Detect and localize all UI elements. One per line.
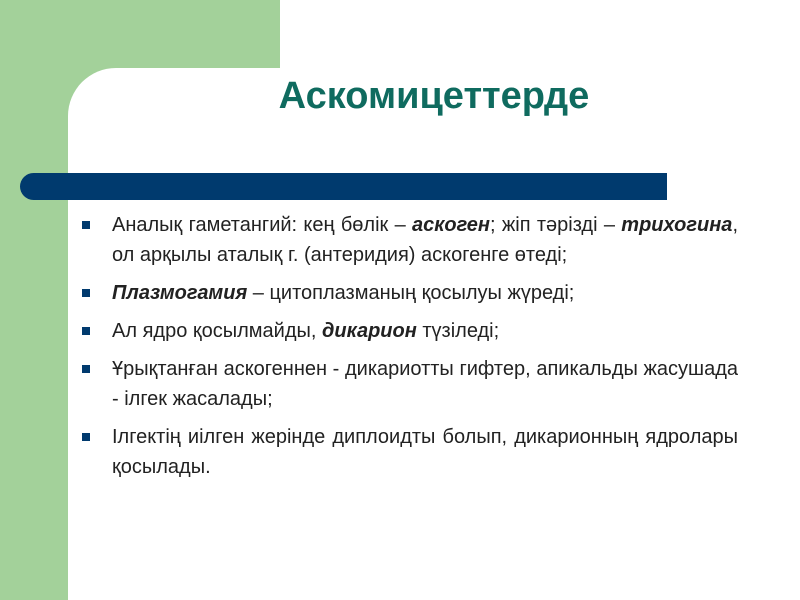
bullet-item-1: [80, 210, 738, 270]
keyword: дикарион: [322, 320, 417, 342]
decorative-title-rule: [20, 173, 667, 200]
bullet-text: Ал ядро қосылмайды,: [112, 320, 322, 342]
bullet-text: Ұрықтанған аскогеннен - дикариотты гифтер, апикальды жасушада - ілгек жасалады;: [112, 358, 738, 410]
bullet-text: Ілгектің иілген жерінде диплоидты болып, дикарионның ядролары қосылады.: [112, 426, 738, 478]
decorative-green-strip: [0, 0, 68, 600]
bullet-text: түзіледі;: [416, 320, 500, 342]
bullet-item-2: [80, 278, 738, 308]
bullet-list: [80, 210, 738, 482]
bullet-icon: [82, 221, 90, 229]
bullet-icon: [82, 327, 90, 335]
bullet-item-3: [80, 316, 738, 346]
bullet-text: – цитоплазманың қосылуы жүреді;: [247, 282, 575, 304]
bullet-text: Аналық гаметангий: кең бөлік –: [112, 214, 413, 236]
bullet-icon: [82, 433, 90, 441]
bullet-item-4: [80, 354, 738, 414]
slide-title: Аскомицеттерде: [278, 75, 590, 117]
bullet-text: ; жіп тәрізді –: [490, 214, 622, 236]
keyword: трихогина: [621, 214, 733, 236]
bullet-item-5: [80, 422, 738, 482]
keyword: аскоген: [412, 214, 491, 236]
bullet-text: , ол арқылы аталық г. (антеридия) аскогенге өтеді;: [112, 214, 738, 266]
bullet-list-container: [80, 210, 738, 490]
bullet-icon: [82, 289, 90, 297]
keyword: Плазмогамия: [112, 282, 248, 304]
bullet-icon: [82, 365, 90, 373]
